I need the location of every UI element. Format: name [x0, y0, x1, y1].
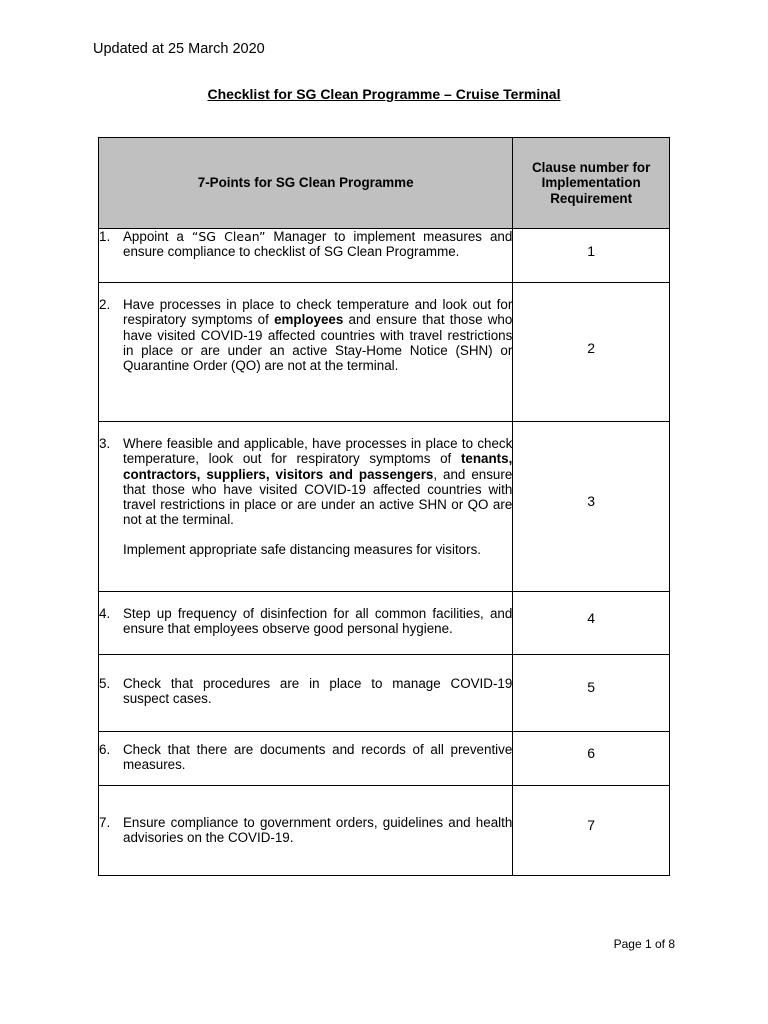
table-row — [99, 422, 670, 592]
table-row — [99, 786, 670, 876]
clause-column-header: Clause number for Implementation Requirement — [513, 138, 670, 229]
emphasis-text: employees — [274, 312, 344, 328]
table-row — [99, 592, 670, 655]
item-text: Appoint a “SG Clean” Manager to implement measures and ensure compliance to checklist of SG Clean Programme. — [123, 229, 513, 260]
point-cell — [99, 422, 513, 592]
item-number: 3. — [99, 436, 111, 451]
item-text: Step up frequency of disinfection for all common facilities, and ensure that employees observe good personal hygiene. — [123, 606, 513, 637]
point-cell — [99, 655, 513, 732]
clause-number: 1 — [513, 229, 670, 283]
updated-date: Updated at 25 March 2020 — [93, 41, 265, 57]
clause-number: 2 — [513, 283, 670, 422]
item-number: 2. — [99, 297, 111, 312]
point-cell — [99, 229, 513, 283]
document-title: Checklist for SG Clean Programme – Cruise Terminal — [207, 86, 561, 102]
clause-number: 6 — [513, 732, 670, 786]
point-cell — [99, 786, 513, 876]
clause-number: 7 — [513, 786, 670, 876]
clause-number: 4 — [513, 592, 670, 655]
checklist-table — [98, 137, 670, 876]
item-number: 1. — [99, 229, 111, 244]
item-extra-text: Implement appropriate safe distancing measures for visitors. — [123, 541, 481, 557]
item-text: Have processes in place to check temperature and look out for respiratory symptoms of employees and ensure that those who have visited COVID-19 affected countries with travel restrictions in place or are under an active Stay-Home Notice (SHN) or Quarantine Order (QO) are not at the terminal. — [123, 297, 513, 374]
point-cell — [99, 732, 513, 786]
table-header-row — [99, 138, 670, 229]
clause-number: 3 — [513, 422, 670, 592]
clause-number: 5 — [513, 655, 670, 732]
item-number: 7. — [99, 815, 111, 830]
quoted-term: “SG Clean” — [191, 229, 266, 244]
item-text: Ensure compliance to government orders, guidelines and health advisories on the COVID-19. — [123, 815, 513, 846]
item-text: Check that procedures are in place to manage COVID-19 suspect cases. — [123, 676, 513, 707]
point-cell — [99, 283, 513, 422]
points-column-header: 7-Points for SG Clean Programme — [99, 138, 513, 229]
table-row — [99, 732, 670, 786]
page-number: Page 1 of 8 — [613, 937, 675, 951]
emphasis-text: tenants, contractors, suppliers, visitors and passengers — [123, 451, 513, 482]
item-number: 5. — [99, 676, 111, 691]
item-number: 4. — [99, 606, 111, 621]
point-cell — [99, 592, 513, 655]
table-row — [99, 283, 670, 422]
item-text: Check that there are documents and records of all preventive measures. — [123, 742, 513, 773]
item-text: Where feasible and applicable, have processes in place to check temperature, look out for respiratory symptoms of tenants, contractors, suppliers, visitors and passengers, and ensure that those who have visited COVID-19 affected countries with travel restrictions in place or are under an active SHN or QO are not at the terminal. Implement appropriate safe distancing measures for visitors. — [123, 436, 513, 557]
table-row — [99, 229, 670, 283]
item-number: 6. — [99, 742, 111, 757]
table-row — [99, 655, 670, 732]
